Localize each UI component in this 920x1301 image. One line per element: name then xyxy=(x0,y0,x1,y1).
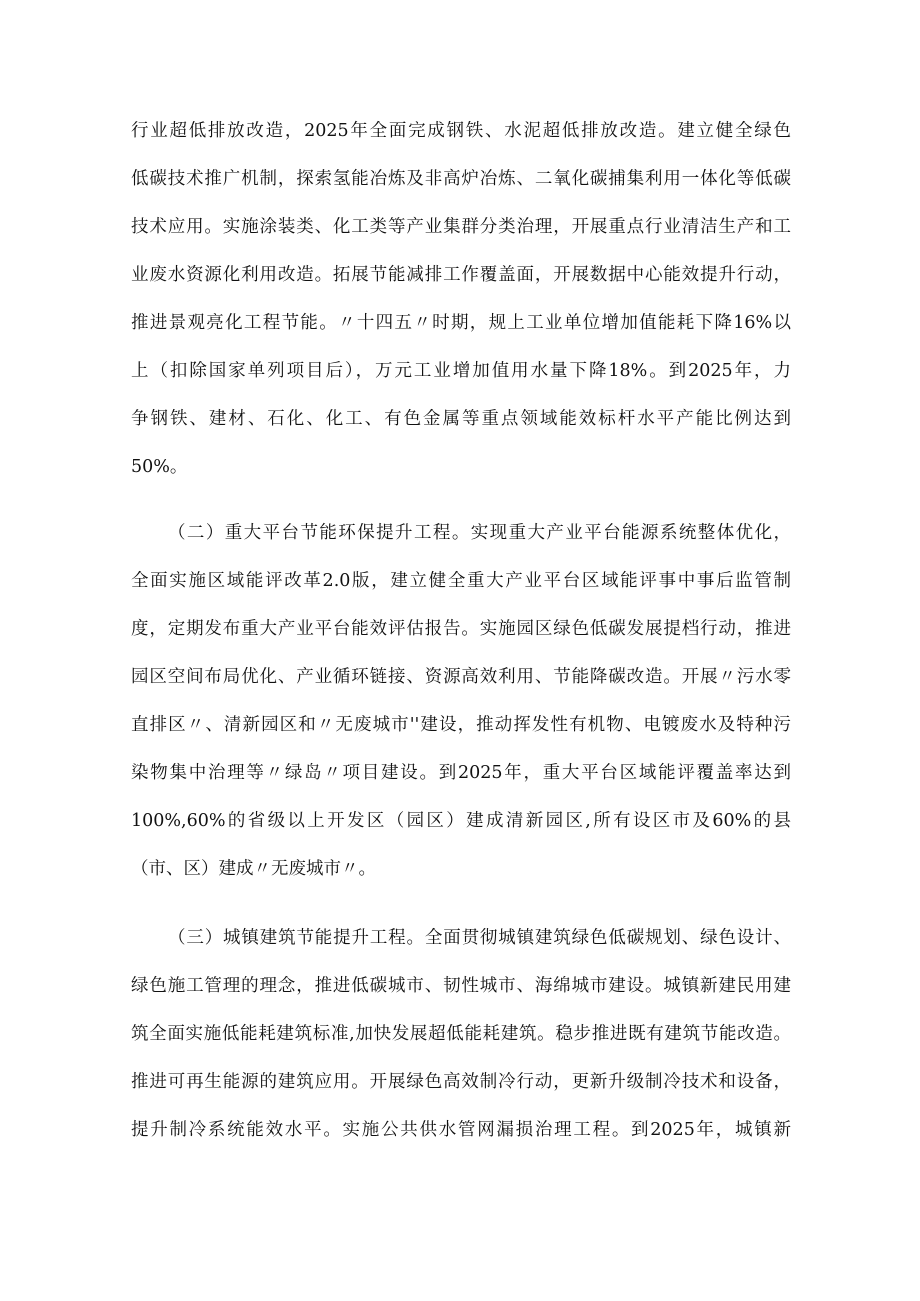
text-line: （二）重大平台节能环保提升工程。实现重大产业平台能源系统整体优化， xyxy=(168,523,791,543)
text-line: 园区空间布局优化、产业循环链接、资源高效利用、节能降碳改造。开展〃污水零 xyxy=(131,667,791,687)
text-line: 推进可再生能源的建筑应用。开展绿色高效制冷行动，更新升级制冷技术和设备， xyxy=(131,1072,791,1092)
text-line: 度，定期发布重大产业平台能效评估报告。实施园区绿色低碳发展提档行动，推进 xyxy=(131,619,791,639)
text-line: 全面实施区域能评改革2.0版，建立健全重大产业平台区域能评事中事后监管制 xyxy=(131,571,791,591)
text-line: 直排区〃、清新园区和〃无废城市''建设，推动挥发性有机物、电镀废水及特种污 xyxy=(131,715,791,735)
text-line: 提升制冷系统能效水平。实施公共供水管网漏损治理工程。到2025年，城镇新 xyxy=(131,1120,791,1140)
text-line: 绿色施工管理的理念，推进低碳城市、韧性城市、海绵城市建设。城镇新建民用建 xyxy=(131,976,791,996)
text-line: 100%,60%的省级以上开发区（园区）建成清新园区,所有设区市及60%的县 xyxy=(131,811,791,831)
text-line: 推进景观亮化工程节能。〃十四五〃时期，规上工业单位增加值能耗下降16%以 xyxy=(131,313,791,333)
text-line: 50%。 xyxy=(131,457,188,477)
text-line: （三）城镇建筑节能提升工程。全面贯彻城镇建筑绿色低碳规划、绿色设计、 xyxy=(168,928,791,948)
text-line: 技术应用。实施涂装类、化工类等产业集群分类治理，开展重点行业清洁生产和工 xyxy=(131,217,791,237)
text-line: 染物集中治理等〃绿岛〃项目建设。到2025年，重大平台区域能评覆盖率达到 xyxy=(131,763,791,783)
text-line: 行业超低排放改造，2025年全面完成钢铁、水泥超低排放改造。建立健全绿色 xyxy=(131,121,791,141)
text-line: 上（扣除国家单列项目后），万元工业增加值用水量下降18%。到2025年，力 xyxy=(131,361,791,381)
text-line: 筑全面实施低能耗建筑标准,加快发展超低能耗建筑。稳步推进既有建筑节能改造。 xyxy=(131,1024,791,1044)
text-line: 低碳技术推广机制，探索氢能冶炼及非高炉冶炼、二氧化碳捕集利用一体化等低碳 xyxy=(131,169,791,189)
text-line: （市、区）建成〃无废城市〃。 xyxy=(131,859,376,879)
text-line: 业废水资源化利用改造。拓展节能减排工作覆盖面，开展数据中心能效提升行动， xyxy=(131,265,791,285)
text-line: 争钢铁、建材、石化、化工、有色金属等重点领域能效标杆水平产能比例达到 xyxy=(131,409,791,429)
